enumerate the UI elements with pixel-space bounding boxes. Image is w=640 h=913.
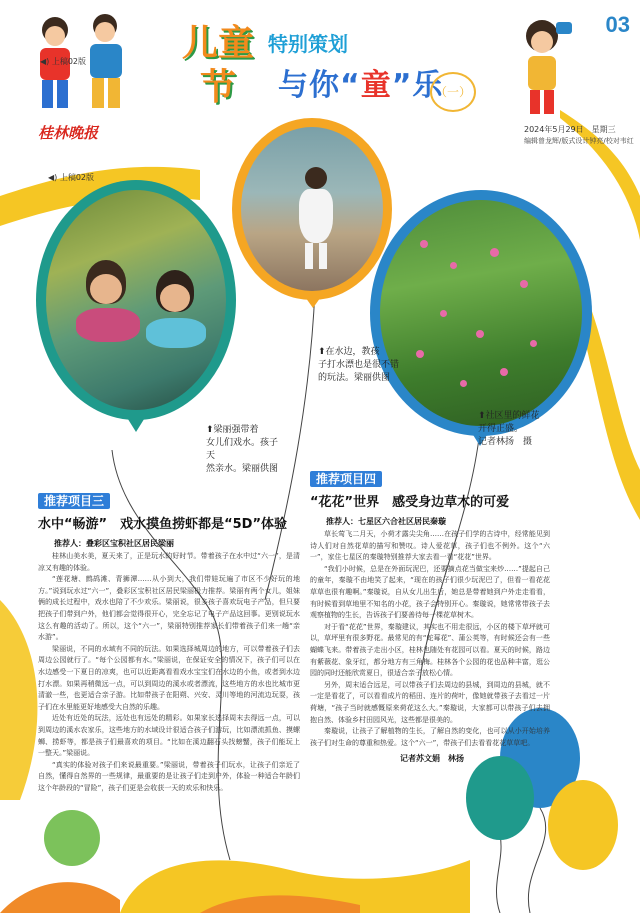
photo-water-play xyxy=(46,190,226,410)
special-feature-tag: 特别策划 xyxy=(268,32,348,56)
series-number-badge: （一） xyxy=(430,72,476,112)
page-title-suffix: ”乐 xyxy=(391,68,444,103)
section-label: 推荐项目三 xyxy=(38,493,110,509)
caption-left-line: ⬆梁丽强带着 xyxy=(206,425,259,435)
paragraph: 梁丽说，不同的水域有不同的玩法。如果选择城周边的地方，可以带着孩子们去周边公园就行了。“每个公园都有水。”梁丽说，在保证安全的情况下，孩子们可以在水边感受一下夏日的凉爽，也可以近距离看看戏水宝宝们在水边的小鱼，或者到水边打水漂。如果再稍微远一点，可以到周边的溪水或者漂流，这些地方的水也比城市更清澈一些，也更适合亲子游。比如带孩子在阳朔、兴安、灵川等地的河流边玩耍，孩子们在水里能更好地感受大自然的乐趣。 xyxy=(38,644,300,711)
flower xyxy=(450,262,457,269)
article-project-three xyxy=(38,490,300,794)
caption-left-line: 然亲水。梁丽供图 xyxy=(206,464,279,474)
flower xyxy=(530,340,537,347)
paragraph: “莲花塘、鹧鸪滩、青狮潭……从小到大，我们带娃玩遍了市区不少好玩的地方。”说到玩水过“六一”，叠彩区宝积社区居民梁丽极力推荐。梁丽有两个女儿，姐妹俩的成长过程中，戏水也陪了不少欢乐。梁丽说，很多孩子喜欢玩电子产品，但只要把孩子们带到户外，他们都会觉得很开心，完全忘记了电子产品这回事。更别说玩水这么有趣的活动了。所以，这个“六一”，梁丽特别推荐家长们带着孩子们来一趟“亲水游”。 xyxy=(38,575,300,642)
flower xyxy=(500,368,508,376)
flower xyxy=(416,350,424,358)
paragraph: “我们小时候，总是在外面玩泥巴，还要摘点花当做宝来炒……”提起自己的童年，秦璇不由地笑了起来，“现在的孩子们很少玩泥巴了，但看一看花花草草也很有趣啊。”秦璇说，自从女儿出生后，她总是带着她到户外走走看看，有时候看到草地里不知名的小花，孩子会特别开心。秦璇说，她常常带孩子去观察植物的生长，告诉孩子们要善待每一棵花草树木。 xyxy=(310,564,550,620)
page-number: 03 xyxy=(605,12,630,37)
flower xyxy=(520,280,528,288)
caption-right-line: 开得正盛。 xyxy=(478,424,524,434)
decor-balloon-yellow xyxy=(548,780,618,870)
article-recommender: 推荐人：七星区六合社区居民秦璇 xyxy=(326,517,446,526)
child-face-left xyxy=(90,274,122,304)
article-body xyxy=(310,529,550,749)
paragraph: 另外，周末适合远足，可以带孩子们去周边的县城，到周边的县城，就不一定是看花了，可以看看成片的稻田、连片的荷叶，像她就带孩子去看过一片荷塘，“孩子当时就感慨原来荷花这么大。”秦璇说，大家都可以带孩子们去拥抱自然、体验乡村田园风光，这些都是很美的。 xyxy=(310,680,550,724)
center-balloon-knot xyxy=(300,294,326,310)
photo-waterside-girl xyxy=(241,127,383,291)
article-author: 记者苏文娟 林扬 xyxy=(400,754,464,764)
flower xyxy=(460,380,467,387)
audio-label-mid-text: 上稿02版 xyxy=(59,173,95,182)
flower xyxy=(440,310,447,317)
paragraph: 近处有近处的玩法，远处也有远处的精彩。如果家长选择周末去得远一点，可以到周边的溪水农家乐，这些地方的水域设计很适合孩子们游玩，比如漂流抓鱼、摸螺蛳、捞虾等，都是孩子们最喜欢的项目。“比如在溪边翻石头找螃蟹，孩子们能玩上一整天。”梁丽说。 xyxy=(38,714,300,758)
decor-balloon-teal xyxy=(466,756,534,840)
caption-center-line: ⬆在水边，教孩 xyxy=(318,347,380,357)
swim-ring-right xyxy=(146,318,206,348)
audio-label-top-text: 上稿02版 xyxy=(51,57,87,66)
photo-flowers xyxy=(380,200,582,426)
girl-leg-left xyxy=(305,243,313,269)
flower xyxy=(420,240,428,248)
article-body xyxy=(38,551,300,794)
caption-left-photo xyxy=(206,424,286,476)
caption-center-line: 子打水漂也是很不错 xyxy=(318,360,400,370)
caption-center-line: 的玩法。梁丽供图 xyxy=(318,373,391,383)
audio-label-mid[interactable]: ◀) 上稿02版 xyxy=(48,173,95,182)
flower xyxy=(490,248,499,257)
paragraph: 草长莺飞二月天，小荷才露尖尖角……在孩子们学的古诗中，经常能见到诗人们对自然花草的描写和赞叹。诗人爱花草，孩子们也不例外。这个“六一”，家住七星区的秦璇特别推荐大家去看一看“花花”世界。 xyxy=(310,530,550,562)
left-balloon-knot xyxy=(122,416,150,434)
page-title-highlight: 童 xyxy=(360,68,392,103)
page-title xyxy=(278,60,443,104)
caption-right-line: ⬆社区里的鲜花 xyxy=(478,411,540,421)
audio-label-top[interactable]: ◀) 上稿02版 xyxy=(40,57,87,66)
flower xyxy=(476,330,484,338)
caption-left-line: 女儿们戏水。孩子天 xyxy=(206,438,279,461)
article-recommender: 推荐人：叠彩区宝积社区居民梁丽 xyxy=(54,539,174,548)
festival-logo: 儿童节 xyxy=(181,23,254,108)
caption-center-photo xyxy=(318,346,408,385)
article-title: “花花”世界 感受身边草木的可爱 xyxy=(310,495,510,510)
child-face-right xyxy=(160,284,190,312)
paragraph: 对于看“花花”世界，秦璇建议，其实也不用走很远，小区的楼下草坪就可以，草坪里有很多野花。最常见的有“蛇莓花”、蒲公英等，有时候还会有一些蝴蝶飞来。带着孩子走出小区，桂林也随处有花园可以看。夏天的时候，路边有紫薇花、象牙红，都分地方有三角梅。桂林各个公园的花也品种丰富，逛公园的同时还能欣赏夏日，很适合亲子放松心情。 xyxy=(310,622,550,678)
page-title-prefix: 与你“ xyxy=(278,68,361,103)
caption-right-line: 记者林扬 摄 xyxy=(478,437,533,447)
swim-ring-left xyxy=(76,308,140,342)
issue-date: 2024年5月29日 星期三 xyxy=(524,125,616,134)
girl-dress xyxy=(299,189,333,243)
girl-illustration xyxy=(508,8,578,118)
caption-right-photo xyxy=(478,410,568,449)
editor-credits: 编辑曾龙辉/版式设计钟亮/校对韦红 xyxy=(524,137,634,145)
article-title: 水中“畅游” 戏水摸鱼捞虾都是“5D”体验 xyxy=(38,517,288,532)
paragraph: “真实的体验对孩子们来说最重要。”梁丽说，带着孩子们玩水，让孩子们亲近了自然，懂得自然界的一些规律，最重要的是让孩子们走到户外，体验一种适合年龄们这个年龄段的“冒险”，孩子们更是会收获一天的欢乐和快乐。 xyxy=(38,760,300,792)
paragraph: 秦璇说，让孩子了解植物的生长，了解自然的变化，也可以从小开始培养孩子们对生命的尊重和热爱。这个“六一”，带孩子们去看看花花草草吧。 xyxy=(310,727,550,747)
girl-head xyxy=(305,167,327,189)
newspaper-name: 桂林晚报 xyxy=(38,124,99,142)
girl-leg-right xyxy=(319,243,327,269)
article-project-four xyxy=(310,468,550,764)
paragraph: 桂林山美水美，夏天来了，正是玩水的好时节。带着孩子在水中过“六一”，是清凉又有趣的体验。 xyxy=(38,552,300,572)
section-label: 推荐项目四 xyxy=(310,471,382,487)
children-illustration xyxy=(20,10,150,128)
